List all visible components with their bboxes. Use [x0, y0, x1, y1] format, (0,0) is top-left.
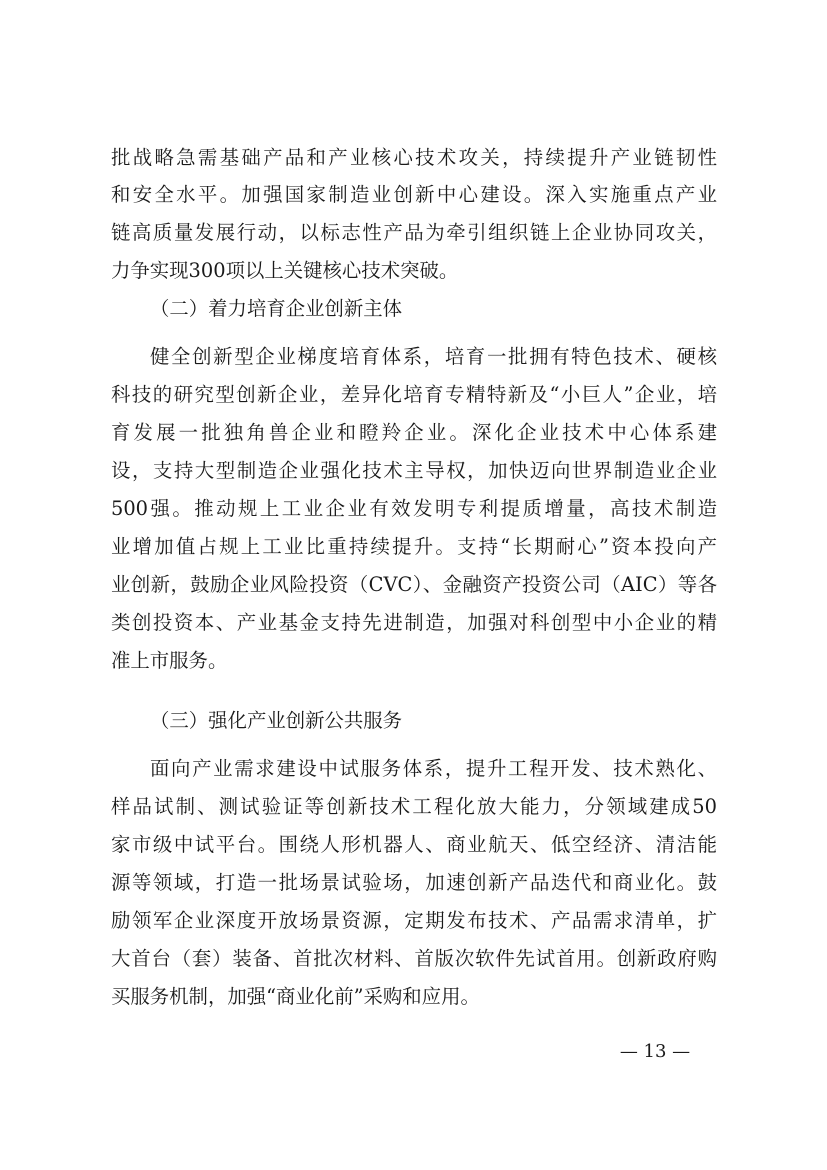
body-text-line: 源等领域，打造一批场景试验场，加速创新产品迭代和商业化。鼓 [111, 871, 717, 894]
body-text-line: 链高质量发展行动，以标志性产品为牵引组织链上企业协同攻关， [111, 221, 717, 244]
body-text-line: 批战略急需基础产品和产业核心技术攻关，持续提升产业链韧性 [111, 146, 717, 169]
body-text-line: 力争实现300项以上关键核心技术突破。 [111, 259, 459, 282]
body-text-line: 和安全水平。加强国家制造业创新中心建设。深入实施重点产业 [111, 183, 717, 206]
body-text-line: 面向产业需求建设中试服务体系，提升工程开发、技术熟化、 [150, 757, 717, 780]
body-text-line: 类创投资本、产业基金支持先进制造，加强对科创型中小企业的精 [111, 611, 717, 634]
body-text-line: 家市级中试平台。围绕人形机器人、商业航天、低空经济、清洁能 [111, 833, 717, 856]
body-text-line: 励领军企业深度开放场景资源，定期发布技术、产品需求清单，扩 [111, 909, 717, 932]
body-text-line: 500强。推动规上工业企业有效发明专利提质增量，高技术制造 [111, 497, 717, 520]
body-text-line: 业增加值占规上工业比重持续提升。支持“长期耐心”资本投向产 [111, 535, 717, 558]
page-number: — 13 — [619, 1041, 691, 1062]
body-text-line: 设，支持大型制造企业强化技术主导权，加快迈向世界制造业企业 [111, 459, 717, 482]
body-text-line: 买服务机制，加强“商业化前”采购和应用。 [111, 985, 480, 1008]
body-text-line: 业创新，鼓励企业风险投资（CVC）、金融资产投资公司（AIC）等各 [111, 573, 717, 596]
body-text-line: 育发展一批独角兽企业和瞪羚企业。深化企业技术中心体系建 [111, 421, 717, 444]
body-text-line: 大首台（套）装备、首批次材料、首版次软件先试首用。创新政府购 [111, 947, 717, 970]
body-text-line: 科技的研究型创新企业，差异化培育专精特新及“小巨人”企业，培 [111, 383, 717, 406]
body-text-line: 准上市服务。 [111, 649, 228, 672]
section-heading: （三）强化产业创新公共服务 [150, 709, 403, 732]
body-text-line: 健全创新型企业梯度培育体系，培育一批拥有特色技术、硬核 [150, 345, 717, 368]
body-text-line: 样品试制、测试验证等创新技术工程化放大能力，分领域建成50 [111, 795, 717, 818]
section-heading: （二）着力培育企业创新主体 [150, 297, 403, 320]
